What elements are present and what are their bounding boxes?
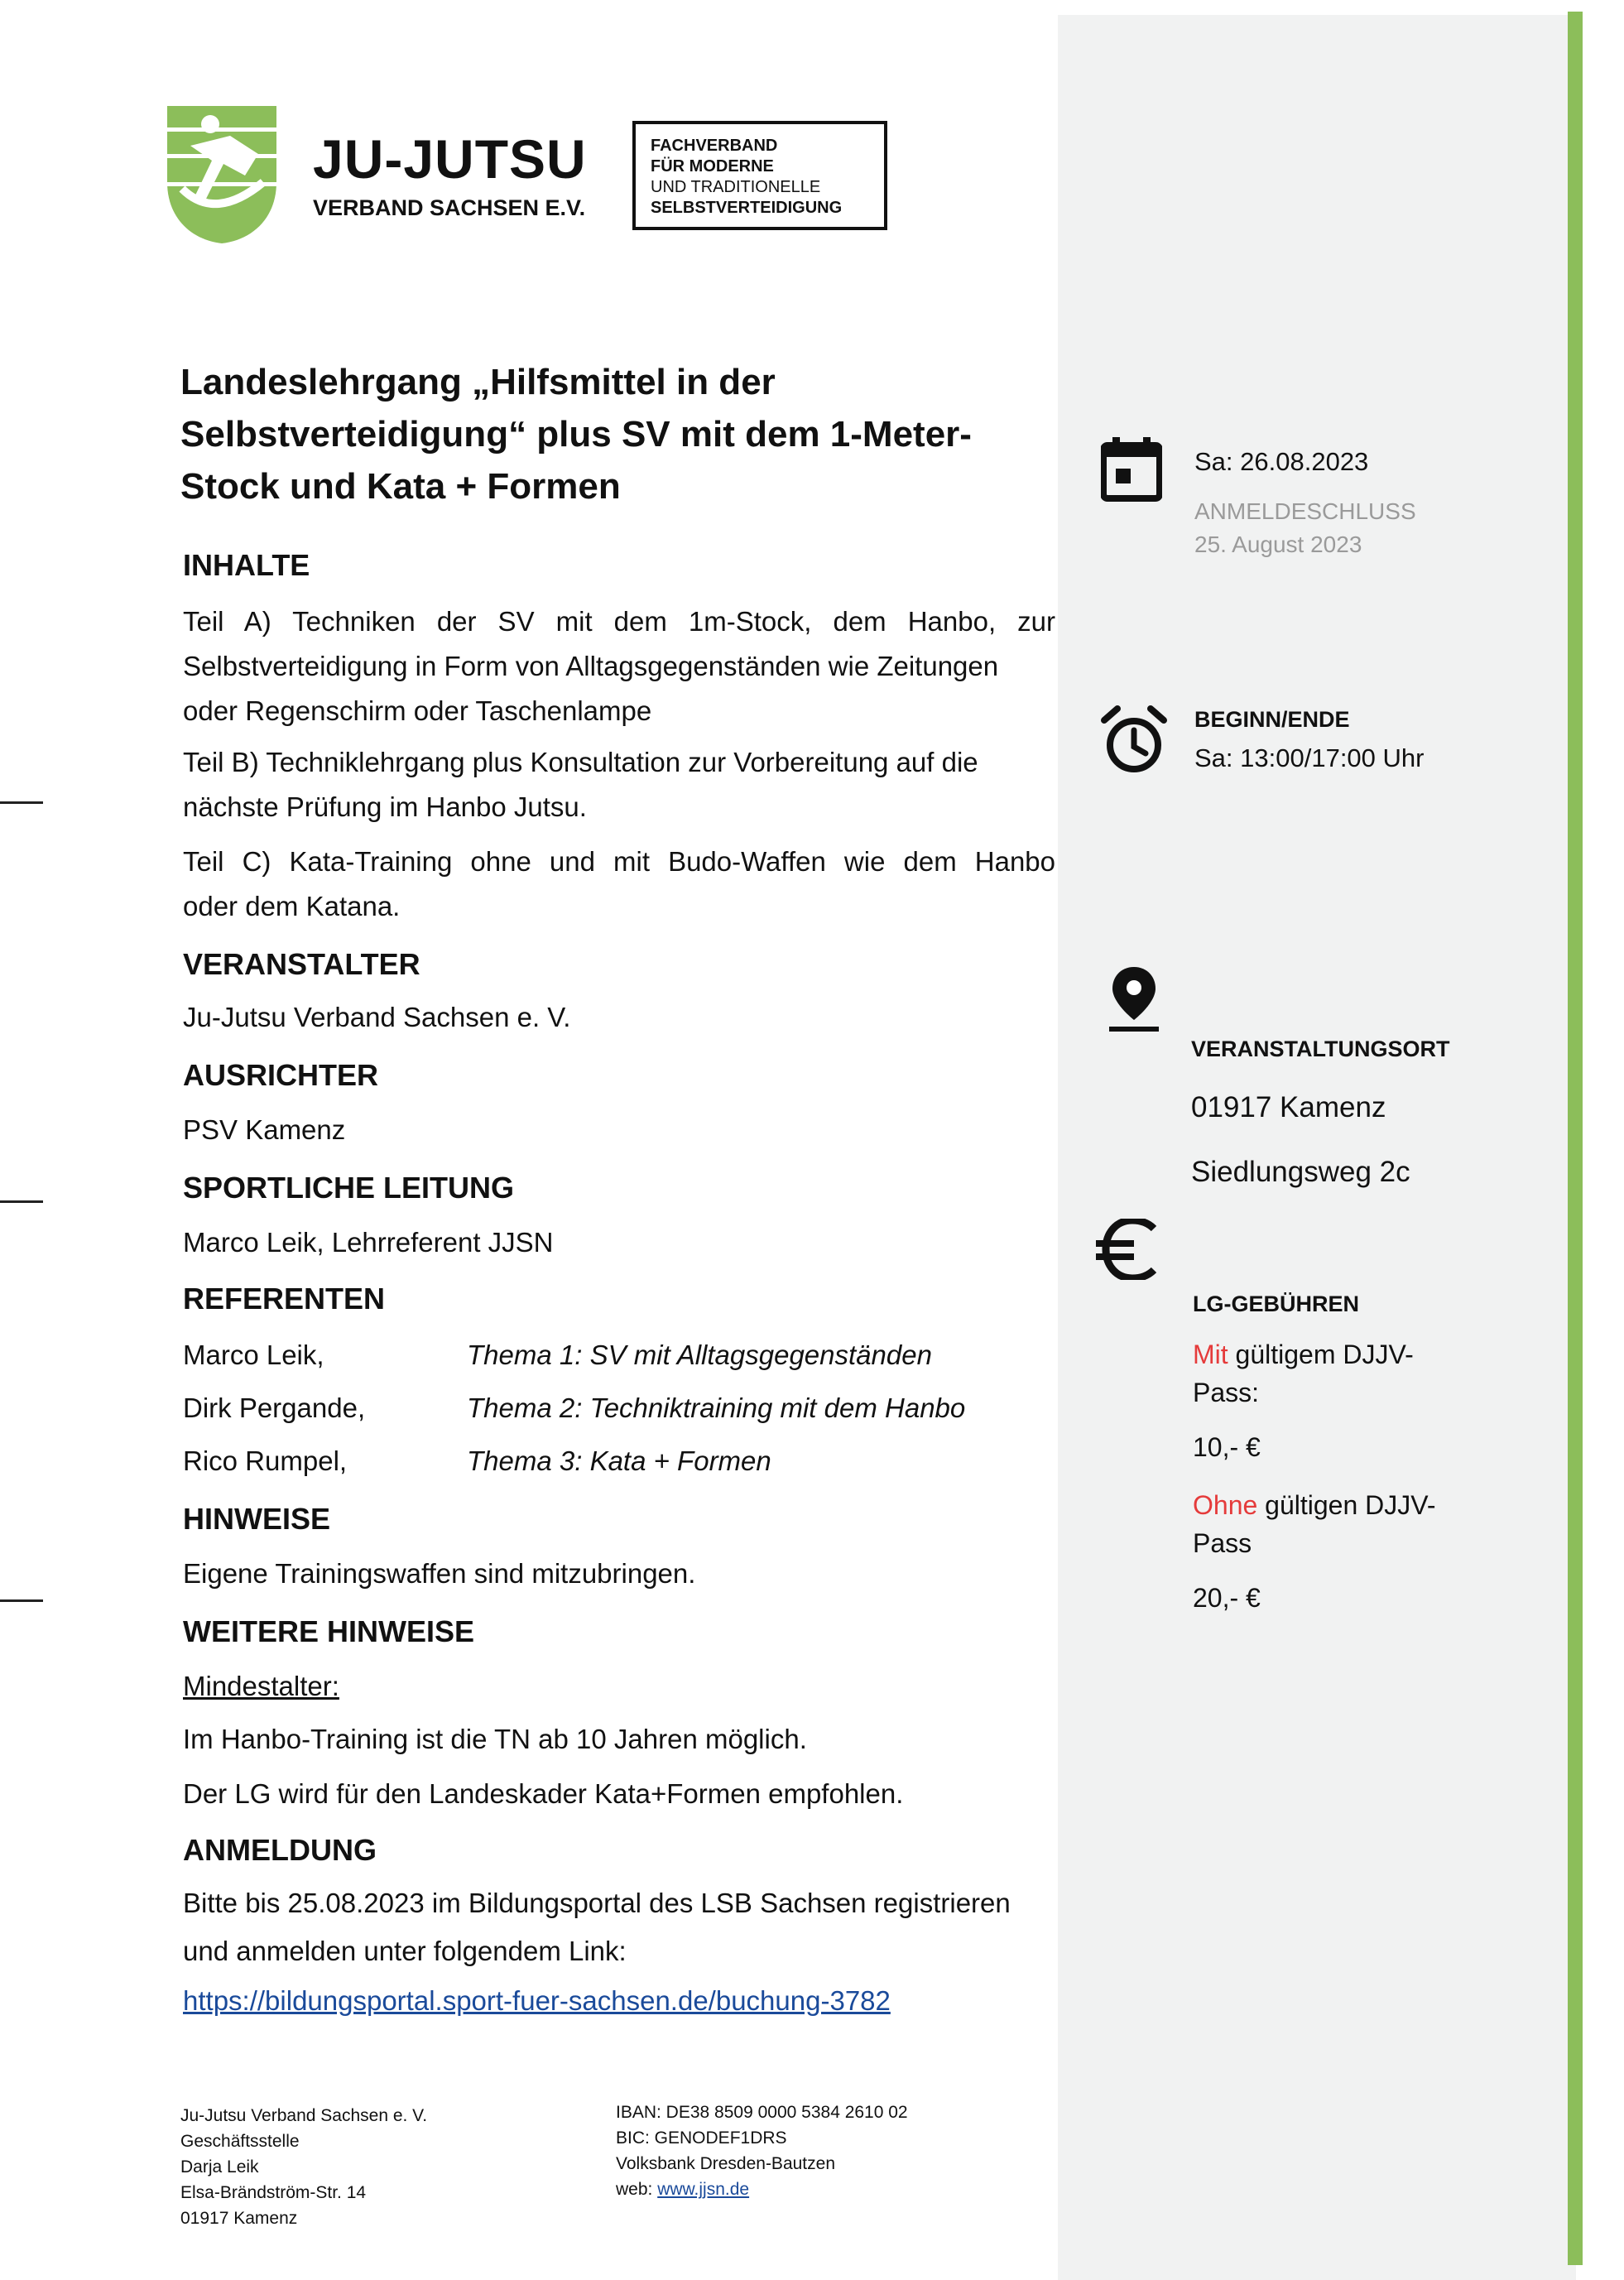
section-heading-leitung: SPORTLICHE LEITUNG xyxy=(183,1171,515,1205)
organizer-text: Ju-Jutsu Verband Sachsen e. V. xyxy=(183,1002,571,1032)
calendar-icon xyxy=(1101,437,1162,502)
logo-name: JU-JUTSU xyxy=(313,128,587,190)
box-line: UND TRADITIONELLE xyxy=(651,178,821,196)
footer-bank-name: Volksbank Dresden-Bautzen xyxy=(616,2154,835,2173)
footer-web-link[interactable]: www.jjsn.de xyxy=(657,2180,750,2199)
footer-bank xyxy=(616,2100,908,2202)
section-heading-referenten: REFERENTEN xyxy=(183,1282,386,1316)
footer-line: 01917 Kamenz xyxy=(180,2209,298,2228)
fold-mark xyxy=(0,1200,43,1203)
speaker-name: Rico Rumpel, xyxy=(183,1445,348,1476)
fee-without-highlight: Ohne xyxy=(1193,1490,1258,1520)
footer-line: Darja Leik xyxy=(180,2157,259,2177)
fee-without-line xyxy=(1193,1490,1436,1521)
footer-line: Elsa-Brändström-Str. 14 xyxy=(180,2183,367,2202)
fee-without-text: gültigen DJJV- xyxy=(1257,1490,1436,1520)
fold-mark xyxy=(0,1599,43,1602)
section-heading-anmeldung: ANMELDUNG xyxy=(183,1833,377,1867)
section-heading-weitere-hinweise: WEITERE HINWEISE xyxy=(183,1614,475,1648)
location-pin-icon xyxy=(1107,965,1160,1033)
time-value: Sa: 13:00/17:00 Uhr xyxy=(1194,743,1425,772)
leader-text: Marco Leik, Lehrreferent JJSN xyxy=(183,1227,554,1258)
section-heading-ausrichter: AUSRICHTER xyxy=(183,1058,379,1092)
place-street: Siedlungsweg 2c xyxy=(1191,1156,1410,1188)
speaker-topic: Thema 2: Techniktraining mit dem Hanbo xyxy=(467,1393,966,1423)
notice-line: Im Hanbo-Training ist die TN ab 10 Jahren möglich. xyxy=(183,1724,807,1754)
section-heading-inhalte: INHALTE xyxy=(183,548,310,582)
sidebar-panel xyxy=(1058,15,1576,2280)
content-line: nächste Prüfung im Hanbo Jutsu. xyxy=(183,791,587,822)
registration-link[interactable]: https://bildungsportal.sport-fuer-sachsen.de/buchung-3782 xyxy=(183,1985,891,2016)
content-line: Teil C) Kata-Training ohne und mit Budo-Waffen wie dem Hanbo xyxy=(183,846,1055,877)
footer-line: Geschäftsstelle xyxy=(180,2132,300,2151)
notice-text: Eigene Trainingswaffen sind mitzubringen. xyxy=(183,1558,696,1589)
content-line: Selbstverteidigung in Form von Alltagsgegenständen wie Zeitungen xyxy=(183,651,999,681)
registration-line: Bitte bis 25.08.2023 im Bildungsportal des LSB Sachsen registrieren xyxy=(183,1888,1011,1918)
box-line: FACHVERBAND xyxy=(651,137,778,155)
footer-address xyxy=(180,2103,427,2231)
speaker-name: Dirk Pergande, xyxy=(183,1393,366,1423)
deadline-label: ANMELDESCHLUSS xyxy=(1194,498,1416,524)
box-line: FÜR MODERNE xyxy=(651,157,774,176)
section-heading-veranstalter: VERANSTALTER xyxy=(183,947,420,981)
euro-icon xyxy=(1094,1219,1162,1280)
content-line: Teil A) Techniken der SV mit dem 1m-Stock, dem Hanbo, zur xyxy=(183,606,1055,637)
footer-iban: IBAN: DE38 8509 0000 5384 2610 02 xyxy=(616,2103,908,2122)
fee-with-highlight: Mit xyxy=(1193,1340,1228,1369)
footer-web-label: web: xyxy=(616,2180,658,2199)
fee-with-price: 10,- € xyxy=(1193,1432,1261,1462)
time-label: BEGINN/ENDE xyxy=(1194,707,1350,732)
deadline-date: 25. August 2023 xyxy=(1194,532,1362,557)
footer-web xyxy=(616,2177,908,2202)
event-date: Sa: 26.08.2023 xyxy=(1194,447,1369,476)
footer-line: Ju-Jutsu Verband Sachsen e. V. xyxy=(180,2106,428,2125)
page-title: Landeslehrgang „Hilfsmittel in der Selbstverteidigung“ plus SV mit dem 1-Meter-Stock und Kata + Formen xyxy=(180,362,972,507)
green-accent-bar xyxy=(1568,12,1583,2265)
registration-line: und anmelden unter folgendem Link: xyxy=(183,1936,627,1966)
fee-without-price: 20,- € xyxy=(1193,1583,1261,1613)
host-text: PSV Kamenz xyxy=(183,1114,346,1145)
content-line: oder dem Katana. xyxy=(183,891,401,921)
fold-mark xyxy=(0,801,43,804)
speaker-name: Marco Leik, xyxy=(183,1340,324,1370)
section-heading-hinweise: HINWEISE xyxy=(183,1502,331,1536)
ju-jutsu-logo-icon xyxy=(166,106,278,245)
min-age-label: Mindestalter: xyxy=(183,1671,339,1701)
fee-with-pass: Pass: xyxy=(1193,1378,1260,1407)
fee-with-text: gültigem DJJV- xyxy=(1228,1340,1414,1369)
content-line: Teil B) Techniklehrgang plus Konsultation zur Vorbereitung auf die xyxy=(183,747,978,777)
notice-line: Der LG wird für den Landeskader Kata+Formen empfohlen. xyxy=(183,1778,904,1809)
footer-bic: BIC: GENODEF1DRS xyxy=(616,2128,787,2148)
place-label: VERANSTALTUNGSORT xyxy=(1191,1037,1450,1061)
fee-with-line xyxy=(1193,1340,1414,1370)
place-city: 01917 Kamenz xyxy=(1191,1091,1386,1123)
content-line: oder Regenschirm oder Taschenlampe xyxy=(183,695,652,726)
box-line: SELBSTVERTEIDIGUNG xyxy=(651,199,843,217)
logo-subtitle: VERBAND SACHSEN E.V. xyxy=(313,195,586,220)
speaker-topic: Thema 1: SV mit Alltagsgegenständen xyxy=(467,1340,932,1370)
association-box xyxy=(632,121,887,230)
fee-without-pass: Pass xyxy=(1193,1528,1252,1558)
speaker-topic: Thema 3: Kata + Formen xyxy=(467,1445,771,1476)
fee-label: LG-GEBÜHREN xyxy=(1193,1292,1359,1316)
alarm-clock-icon xyxy=(1101,705,1167,775)
